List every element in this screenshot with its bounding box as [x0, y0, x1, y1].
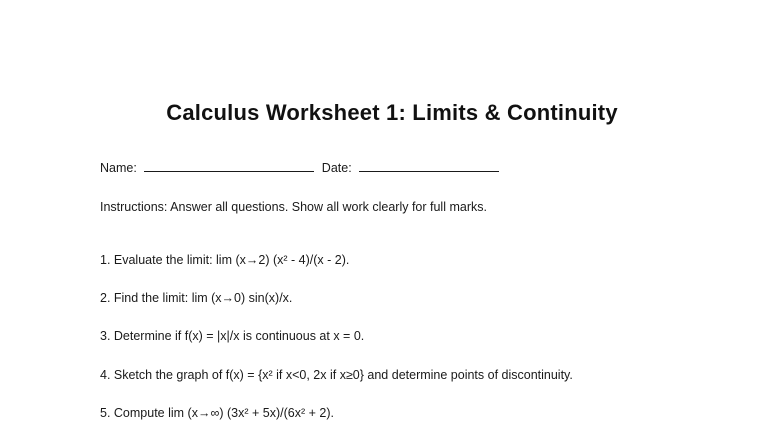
- date-label: Date:: [321, 161, 352, 175]
- question-4: 4. Sketch the graph of f(x) = {x² if x<0, 2x if x≥0} and determine points of discontinuity.: [100, 368, 573, 382]
- instructions-text: Instructions: Answer all questions. Show all work clearly for full marks.: [100, 200, 487, 214]
- question-1: 1. Evaluate the limit: lim (x→2) (x² - 4)/(x - 2).: [100, 253, 350, 267]
- name-date-row: [100, 160, 503, 175]
- question-2: 2. Find the limit: lim (x→0) sin(x)/x.: [100, 291, 293, 305]
- question-5: 5. Compute lim (x→∞) (3x² + 5x)/(6x² + 2).: [100, 406, 334, 420]
- question-3: 3. Determine if f(x) = |x|/x is continuous at x = 0.: [100, 329, 365, 343]
- date-blank-line[interactable]: [359, 160, 499, 172]
- name-blank-line[interactable]: [144, 160, 314, 172]
- worksheet-title: Calculus Worksheet 1: Limits & Continuity: [166, 100, 618, 125]
- name-label: Name:: [100, 161, 137, 175]
